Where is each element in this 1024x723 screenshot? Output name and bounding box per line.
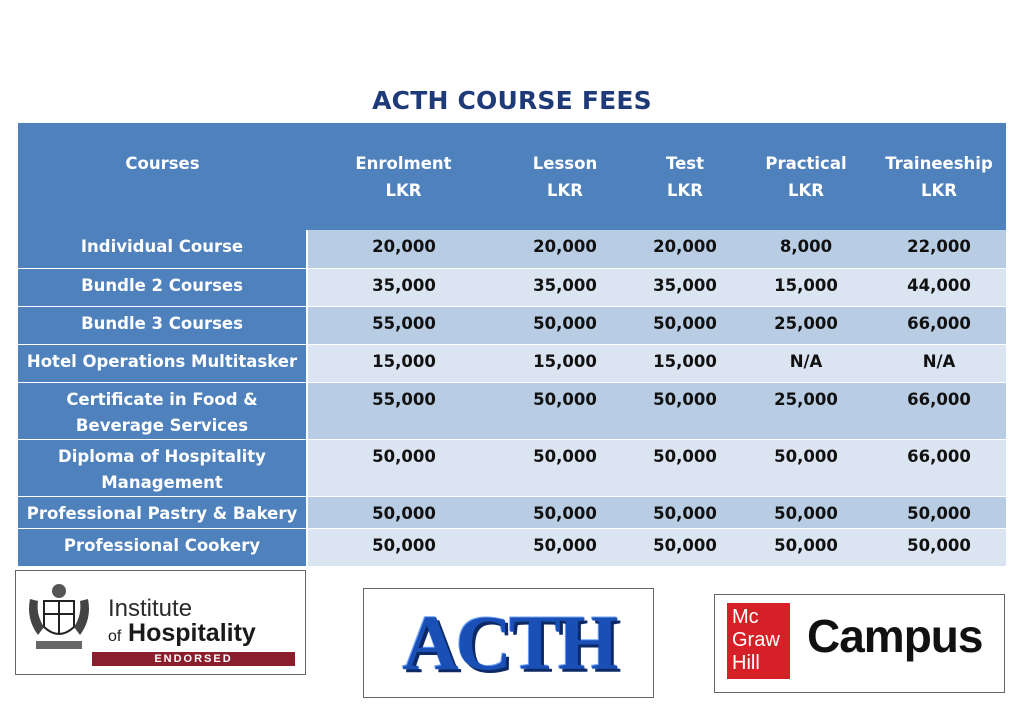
header-courses: Courses [18,123,307,230]
enrolment-fee-cell: 50,000 [307,528,500,566]
enrolment-fee-cell: 55,000 [307,382,500,439]
practical-fee-cell: 8,000 [740,230,872,268]
practical-fee-cell: 50,000 [740,496,872,528]
table-row [18,344,1006,382]
practical-fee-cell: 25,000 [740,306,872,344]
practical-fee-cell: N/A [740,344,872,382]
acth-logo [363,588,654,698]
header-lesson: Lesson LKR [500,123,630,230]
test-fee-cell: 15,000 [630,344,740,382]
practical-fee-cell: 15,000 [740,268,872,306]
endorsed-badge: ENDORSED [92,652,295,666]
traineeship-fee-cell: 66,000 [872,306,1006,344]
header-test: Test LKR [630,123,740,230]
table-row [18,382,1006,439]
traineeship-fee-cell: 50,000 [872,528,1006,566]
header-row [18,123,1006,230]
lesson-fee-cell: 50,000 [500,496,630,528]
traineeship-fee-cell: 50,000 [872,496,1006,528]
traineeship-fee-cell: 44,000 [872,268,1006,306]
course-name-cell: Diploma of Hospitality Management [18,439,307,496]
table-row [18,230,1006,268]
acth-wordmark: ACTH [402,599,616,686]
practical-fee-cell: 50,000 [740,439,872,496]
crest-icon [24,579,94,657]
lesson-fee-cell: 35,000 [500,268,630,306]
mcgraw-hill-box: Mc Graw Hill [727,603,790,679]
course-name-cell: Certificate in Food & Beverage Services [18,382,307,439]
course-name-cell: Professional Pastry & Bakery [18,496,307,528]
table-row [18,528,1006,566]
header-practical: Practical LKR [740,123,872,230]
enrolment-fee-cell: 15,000 [307,344,500,382]
header-enrolment: Enrolment LKR [307,123,500,230]
table-row [18,439,1006,496]
test-fee-cell: 50,000 [630,382,740,439]
course-name-cell: Bundle 2 Courses [18,268,307,306]
practical-fee-cell: 50,000 [740,528,872,566]
test-fee-cell: 50,000 [630,528,740,566]
course-name-cell: Professional Cookery [18,528,307,566]
test-fee-cell: 35,000 [630,268,740,306]
lesson-fee-cell: 50,000 [500,528,630,566]
table-row [18,268,1006,306]
campus-text: Campus [807,610,983,662]
enrolment-fee-cell: 55,000 [307,306,500,344]
lesson-fee-cell: 15,000 [500,344,630,382]
table-row [18,306,1006,344]
test-fee-cell: 50,000 [630,439,740,496]
page-title: ACTH COURSE FEES [372,86,652,115]
ioh-line1: Institute [108,595,193,622]
enrolment-fee-cell: 20,000 [307,230,500,268]
ioh-line2: of Hospitality [108,619,256,647]
test-fee-cell: 50,000 [630,306,740,344]
course-name-cell: Hotel Operations Multitasker [18,344,307,382]
mcgraw-hill-campus-logo [714,594,1005,693]
course-name-cell: Bundle 3 Courses [18,306,307,344]
traineeship-fee-cell: N/A [872,344,1006,382]
institute-of-hospitality-logo [15,570,306,675]
lesson-fee-cell: 50,000 [500,382,630,439]
lesson-fee-cell: 50,000 [500,439,630,496]
test-fee-cell: 50,000 [630,496,740,528]
enrolment-fee-cell: 35,000 [307,268,500,306]
fees-table [18,123,1006,567]
enrolment-fee-cell: 50,000 [307,496,500,528]
header-traineeship: Traineeship LKR [872,123,1006,230]
traineeship-fee-cell: 22,000 [872,230,1006,268]
lesson-fee-cell: 20,000 [500,230,630,268]
test-fee-cell: 20,000 [630,230,740,268]
traineeship-fee-cell: 66,000 [872,382,1006,439]
enrolment-fee-cell: 50,000 [307,439,500,496]
lesson-fee-cell: 50,000 [500,306,630,344]
practical-fee-cell: 25,000 [740,382,872,439]
traineeship-fee-cell: 66,000 [872,439,1006,496]
course-name-cell: Individual Course [18,230,307,268]
table-row [18,496,1006,528]
